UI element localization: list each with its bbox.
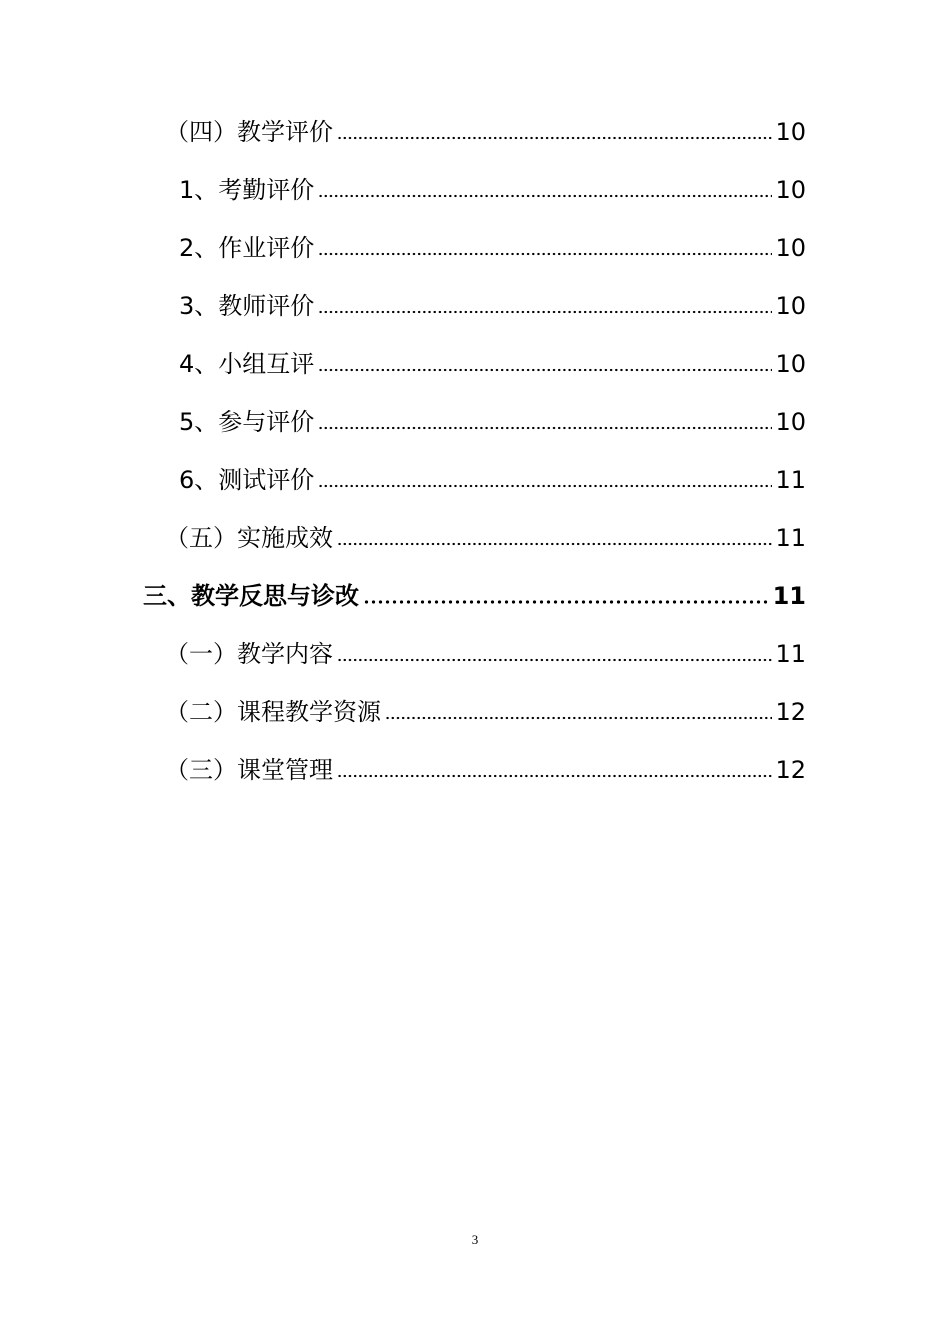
toc-entry-title: 三、教学反思与诊改: [143, 582, 359, 610]
toc-entry-page: 12: [775, 756, 806, 784]
toc-entry[interactable]: [165, 108, 806, 148]
toc-entry-title: 1、考勤评价: [179, 176, 315, 204]
toc-entry-title: （三）课堂管理: [165, 756, 333, 784]
toc-entry-page: 11: [775, 640, 806, 668]
toc-entry[interactable]: [179, 340, 806, 380]
toc-entry-page: 10: [775, 350, 806, 378]
toc-dot-leader: [318, 426, 772, 430]
toc-entry[interactable]: [165, 630, 806, 670]
toc-entry[interactable]: [179, 224, 806, 264]
toc-dot-leader: [318, 194, 772, 198]
toc-dot-leader: [318, 252, 772, 256]
toc-entry-page: 10: [775, 176, 806, 204]
toc-dot-leader: [385, 716, 772, 720]
toc-entry[interactable]: [179, 166, 806, 206]
toc-entry-page: 10: [775, 118, 806, 146]
toc-entry-title: （四）教学评价: [165, 118, 333, 146]
toc-entry-title: 5、参与评价: [179, 408, 315, 436]
toc-entry-title: （五）实施成效: [165, 524, 333, 552]
toc-entry[interactable]: [179, 456, 806, 496]
toc-entry[interactable]: [165, 688, 806, 728]
toc-dot-leader: [318, 368, 772, 372]
toc-entry-page: 10: [775, 234, 806, 262]
toc-entry-page: 11: [772, 582, 806, 610]
toc-entry-title: 3、教师评价: [179, 292, 315, 320]
toc-entry-page: 12: [775, 698, 806, 726]
toc-dot-leader: [337, 774, 772, 778]
toc-entry-title: 6、测试评价: [179, 466, 315, 494]
toc-dot-leader: [318, 310, 772, 314]
toc-entry[interactable]: [165, 514, 806, 554]
toc-entry-page: 11: [775, 524, 806, 552]
toc-dot-leader: [363, 600, 770, 604]
toc-dot-leader: [337, 542, 772, 546]
toc-entry-title: 4、小组互评: [179, 350, 315, 378]
toc-entry[interactable]: [165, 746, 806, 786]
toc-entry-title: 2、作业评价: [179, 234, 315, 262]
toc-entry-page: 11: [775, 466, 806, 494]
toc-entry-title: （二）课程教学资源: [165, 698, 381, 726]
toc-dot-leader: [337, 658, 772, 662]
toc-entry[interactable]: [143, 572, 806, 612]
page-number: 3: [471, 1232, 479, 1247]
toc-entry-page: 10: [775, 292, 806, 320]
toc-entry-page: 10: [775, 408, 806, 436]
toc-dot-leader: [337, 136, 772, 140]
toc-entry[interactable]: [179, 398, 806, 438]
toc-entry[interactable]: [179, 282, 806, 322]
toc-entry-title: （一）教学内容: [165, 640, 333, 668]
toc-dot-leader: [318, 484, 772, 488]
